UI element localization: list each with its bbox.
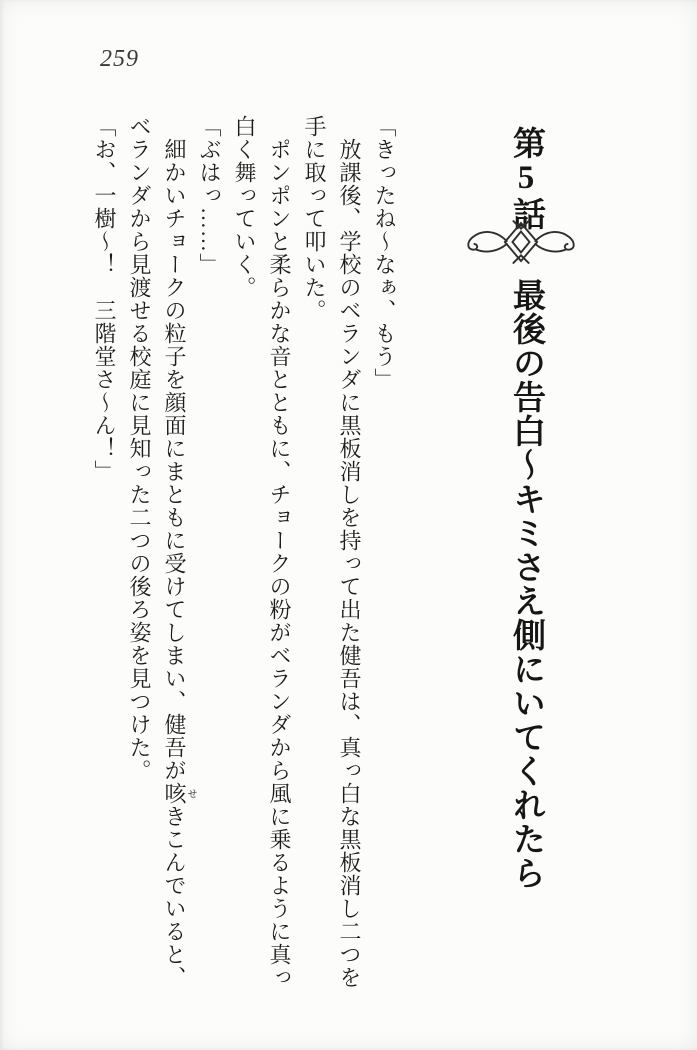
text-line: 白く舞っていく。 [232, 115, 257, 299]
text-line-dialogue: 「ぶはっ……」 [197, 115, 222, 276]
text-segment: 細かいチョークの粒子を顔面にまともに受けてしまい、健吾が [162, 138, 187, 782]
furigana-text: せ [185, 782, 196, 805]
chapter-number [503, 126, 550, 231]
text-line-dialogue: 「お、一樹～！ 三階堂さ～ん！」 [92, 115, 117, 483]
chapter-number-prefix: 第 [508, 126, 544, 160]
text-line: ポンポンと柔らかな音とともに、チョークの粉がベランダから風に乗るように真っ [267, 138, 292, 989]
page-number: 259 [100, 46, 139, 72]
text-line: ベランダから見渡せる校庭に見知った二つの後ろ姿を見つけた。 [127, 115, 152, 782]
chapter-number-suffix: 話 [508, 197, 544, 231]
chapter-title: 最後の告白～キミさえ側にいてくれたら [508, 278, 544, 890]
ruby-annotation [162, 782, 196, 805]
text-line-with-furigana [159, 115, 196, 1025]
ruby-base: 咳 [162, 782, 187, 805]
text-line-dialogue: 「きったね～なぁ、もう」 [372, 115, 397, 391]
text-line: 放課後、学校のベランダに黒板消しを持って出た健吾は、真っ白な黒板消し二つを [337, 138, 362, 989]
fleuron-ornament-icon [464, 218, 578, 266]
text-segment: きこんでいると、 [162, 805, 187, 989]
text-line: 手に取って叩いた。 [302, 115, 327, 322]
chapter-number-digit: 5 [508, 160, 544, 197]
